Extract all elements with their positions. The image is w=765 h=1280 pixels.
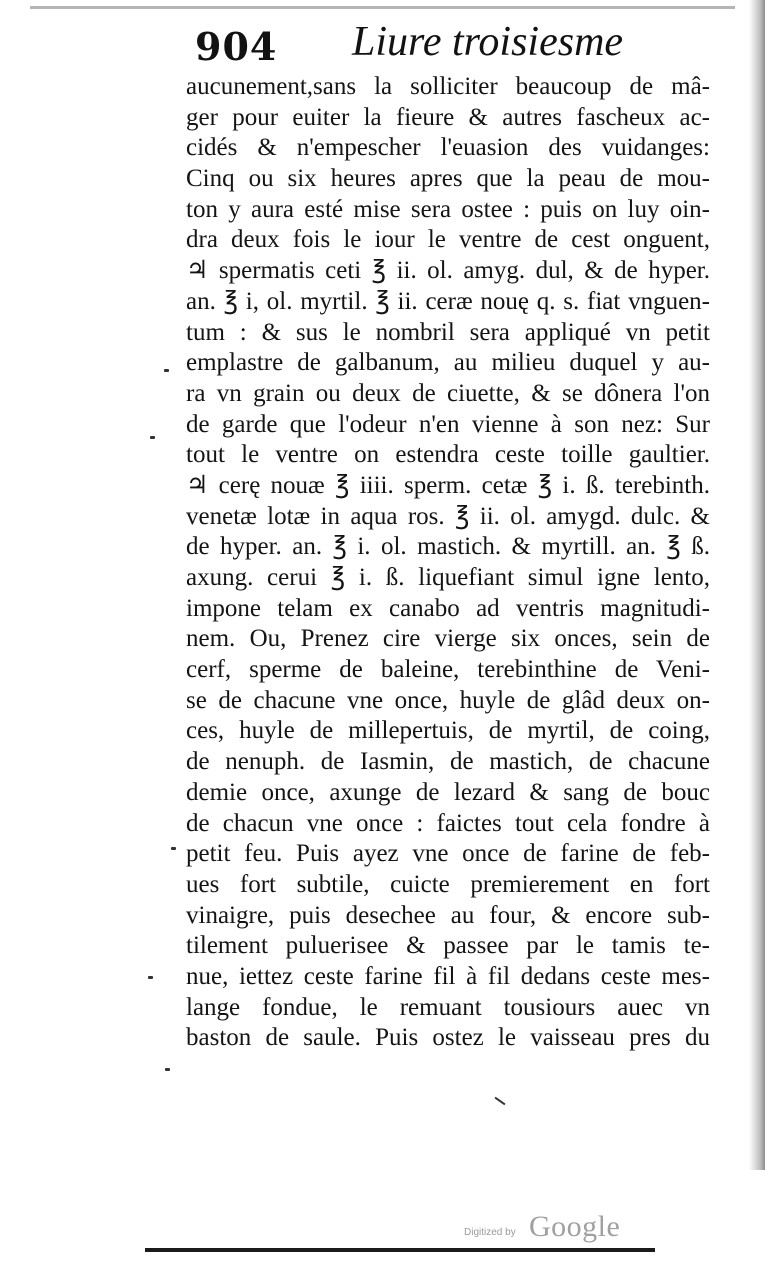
text-line: baston de saule. Puis ostez le vaisseau pres du [186,1024,710,1052]
watermark-logo: Google [529,1210,621,1243]
text-line: impone telam ex canabo ad ventris magnitudi- [186,594,710,622]
text-line: dra deux fois le iour le ventre de cest onguent, [186,226,710,254]
text-line: lange fondue, le remuant tousiours auec vn [186,993,710,1021]
text-line: tum : & sus le nombril sera appliqué vn petit [186,318,710,346]
gutter-shadow [749,0,765,1170]
text-line: de chacun vne once : faictes tout cela fondre à [186,809,710,837]
bottom-scan-edge [145,1248,655,1252]
text-line: se de chacune vne once, huyle de glâd deux on- [186,686,710,714]
body-text [186,72,710,1054]
margin-mark [165,1068,170,1071]
text-line: nem. Ou, Prenez cire vierge six onces, sein de [186,625,710,653]
stray-ink-mark [495,1097,506,1106]
text-line: ger pour euiter la fieure & autres fascheux ac- [186,103,710,131]
text-line: an. ℥ i, ol. myrtil. ℥ ii. ceræ nouę q. s. fiat vnguen- [186,287,710,315]
text-line: ra vn grain ou deux de ciuette, & se dônera l'on [186,379,710,407]
margin-mark [150,436,155,439]
page-header [0,0,765,80]
watermark-prefix: Digitized by [464,1227,516,1238]
text-line: axung. cerui ℥ i. ß. liquefiant simul igne lento, [186,564,710,591]
text-line: ton y aura esté mise sera ostee : puis on luy oin- [186,195,710,223]
margin-mark [164,369,169,372]
text-line: de nenuph. de Iasmin, de mastich, de chacune [186,748,710,776]
margin-mark [148,976,153,979]
text-line: petit feu. Puis ayez vne once de farine de feb- [186,840,710,868]
text-line: ues fort subtile, cuicte premierement en fort [186,870,710,898]
text-line: tout le ventre on estendra ceste toille gaultier. [186,441,710,469]
text-line: venetæ lotæ in aqua ros. ℥ ii. ol. amygd. dulc. & [186,502,710,530]
text-line: ces, huyle de millepertuis, de myrtil, de coing, [186,717,710,745]
text-line: Cinq ou six heures apres que la peau de mou- [186,165,710,193]
text-line: ♃ cerę nouæ ℥ iiii. sperm. cetæ ℥ i. ß. terebinth. [186,471,710,499]
text-line: cerf, sperme de baleine, terebinthine de Veni- [186,656,710,684]
running-title: Liure troisiesme [352,19,624,65]
margin-mark [171,847,176,850]
text-line: de hyper. an. ℥ i. ol. mastich. & myrtill. an. ℥ ß. [186,533,710,561]
digitized-watermark [464,1210,664,1250]
text-line: tilement puluerisee & passee par le tamis te- [186,932,710,960]
text-line: ♃ spermatis ceti ℥ ii. ol. amyg. dul, & de hyper. [186,257,710,285]
page-number: 904 [195,24,278,69]
text-line: demie once, axunge de lezard & sang de bouc [186,778,710,806]
text-line: emplastre de galbanum, au milieu duquel y au- [186,349,710,377]
text-line: nue, iettez ceste farine fil à fil dedans ceste mes- [186,962,710,990]
text-line: aucunement,sans la solliciter beaucoup de mâ- [186,73,710,100]
text-line: de garde que l'odeur n'en vienne à son nez: Sur [186,410,710,438]
text-line: cidés & n'empescher l'euasion des vuidanges: [186,134,710,162]
text-line: vinaigre, puis desechee au four, & encore sub- [186,901,710,929]
